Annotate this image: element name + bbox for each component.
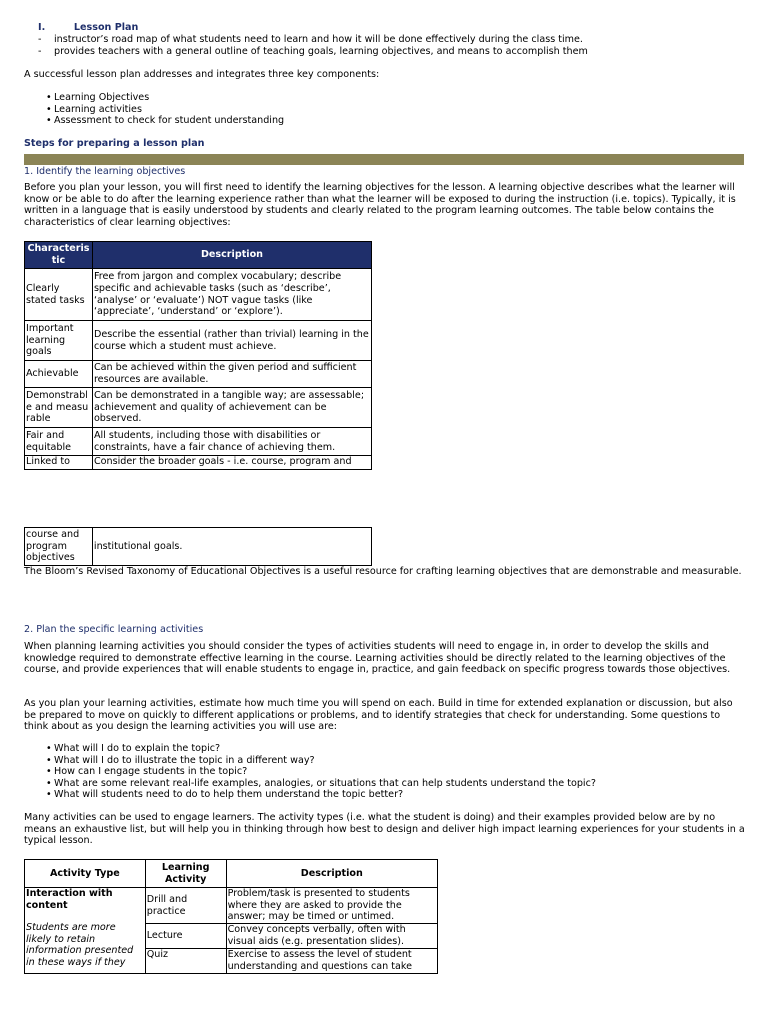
table-cell: Can be demonstrated in a tangible way; are assessable; achievement and quality of achievement can be observed. — [92, 388, 371, 428]
table-cell: Demonstrable and measurable — [25, 388, 93, 428]
components-intro: A successful lesson plan addresses and integrates three key components: — [24, 69, 380, 80]
table-header: Learning Activity — [145, 860, 226, 888]
activity-type-title: Interaction with content — [26, 888, 113, 911]
table-cell: Linked to — [25, 456, 93, 470]
objectives-table-continued — [24, 527, 372, 566]
table-header: Description — [92, 242, 371, 269]
component-item: • Assessment to check for student understanding — [24, 115, 284, 127]
section2-para1: When planning learning activities you should consider the types of activities students will need to engage in, in order to develop the skills and knowledge required to demonstrate effective learning in the course. Learning activities should be directly related to the learning objectives of the course, and provide experiences that will enable students to engage in, practice, and gain feedback on specific progress towards those objectives. — [24, 641, 731, 676]
section2-para3: Many activities can be used to engage learners. The activity types (i.e. what the student is doing) and their examples provided below are by no means an exhaustive list, but will help you in thinking through how best to design and deliver high impact learning experiences for your students in a typical lesson. — [24, 812, 745, 847]
question-item: • What are some relevant real-life examples, analogies, or situations that can help students understand the topic? — [24, 778, 596, 790]
bloom-note: The Bloom’s Revised Taxonomy of Educational Objectives is a useful resource for crafting learning objectives that are demonstrable and measurable. — [24, 566, 742, 577]
question-item: • What will I do to illustrate the topic in a different way? — [24, 755, 596, 767]
lesson-plan-heading — [38, 22, 138, 34]
table-cell: Fair and equitable — [25, 428, 93, 456]
section2-para2: As you plan your learning activities, estimate how much time you will spend on each. Build in time for extended explanation or discussion, but also be prepared to move on quickly to different applications or problems, and to identify strategies that check for understanding. Some questions to think about as you design the learning activities you will use are: — [24, 698, 733, 733]
section1-body: Before you plan your lesson, you will first need to identify the learning objectives for the lesson. A learning objective describes what the learner will know or be able to do after the learning experience rather than what the learner will be exposed to during the instruction (i.e. topics). Typically, it is written in a language that is easily understood by students and clearly related to the program learning outcomes. The table below contains the characteristics of clear learning objectives: — [24, 182, 736, 228]
section-divider — [24, 154, 744, 165]
question-item: • What will I do to explain the topic? — [24, 743, 596, 755]
table-cell: Drill and practice — [145, 888, 226, 924]
intro-list — [24, 34, 744, 57]
table-cell: Exercise to assess the level of student understanding and questions can take — [226, 949, 437, 974]
heading-title: Lesson Plan — [73, 22, 139, 33]
table-cell: Convey concepts verbally, often with visual aids (e.g. presentation slides). — [226, 924, 437, 949]
table-cell: All students, including those with disabilities or constraints, have a fair chance of achieving them. — [92, 428, 371, 456]
table-cell: Problem/task is presented to students where they are asked to provide the answer; may be timed or untimed. — [226, 888, 437, 924]
objectives-table — [24, 241, 372, 470]
component-item: • Learning Objectives — [24, 92, 284, 104]
question-item: • How can I engage students in the topic? — [24, 766, 596, 778]
table-header: Characteristic — [25, 242, 93, 269]
components-list — [24, 92, 284, 127]
table-header: Description — [226, 860, 437, 888]
component-item: • Learning activities — [24, 104, 284, 116]
activity-type-cell — [25, 888, 146, 974]
activities-table — [24, 859, 438, 974]
heading-number: I. — [38, 22, 46, 33]
section1-title: 1. Identify the learning objectives — [24, 166, 186, 177]
table-cell: course and program objectives — [25, 528, 93, 566]
table-cell: Describe the essential (rather than trivial) learning in the course which a student must achieve. — [92, 321, 371, 361]
questions-list — [24, 743, 596, 801]
table-header: Activity Type — [25, 860, 146, 888]
table-cell: Clearly stated tasks — [25, 269, 93, 321]
table-cell: Important learning goals — [25, 321, 93, 361]
table-cell: institutional goals. — [92, 528, 371, 566]
activity-type-note: Students are more likely to retain information presented in these ways if they — [26, 922, 134, 968]
table-cell: Consider the broader goals - i.e. course, program and — [92, 456, 371, 470]
table-cell: Lecture — [145, 924, 226, 949]
steps-title: Steps for preparing a lesson plan — [24, 138, 205, 149]
table-cell: Achievable — [25, 361, 93, 388]
intro-item: - instructor’s road map of what students need to learn and how it will be done effectively during the class time. — [24, 34, 744, 46]
table-cell: Free from jargon and complex vocabulary; describe specific and achievable tasks (such as ‘describe’, ‘analyse’ or ‘evaluate’) NOT vague tasks (like ‘appreciate’, ‘understand’ or ‘explore’). — [92, 269, 371, 321]
question-item: • What will students need to do to help them understand the topic better? — [24, 789, 596, 801]
table-cell: Can be achieved within the given period and sufficient resources are available. — [92, 361, 371, 388]
intro-item: - provides teachers with a general outline of teaching goals, learning objectives, and means to accomplish them — [24, 46, 744, 58]
section2-title: 2. Plan the specific learning activities — [24, 624, 204, 635]
table-cell: Quiz — [145, 949, 226, 974]
